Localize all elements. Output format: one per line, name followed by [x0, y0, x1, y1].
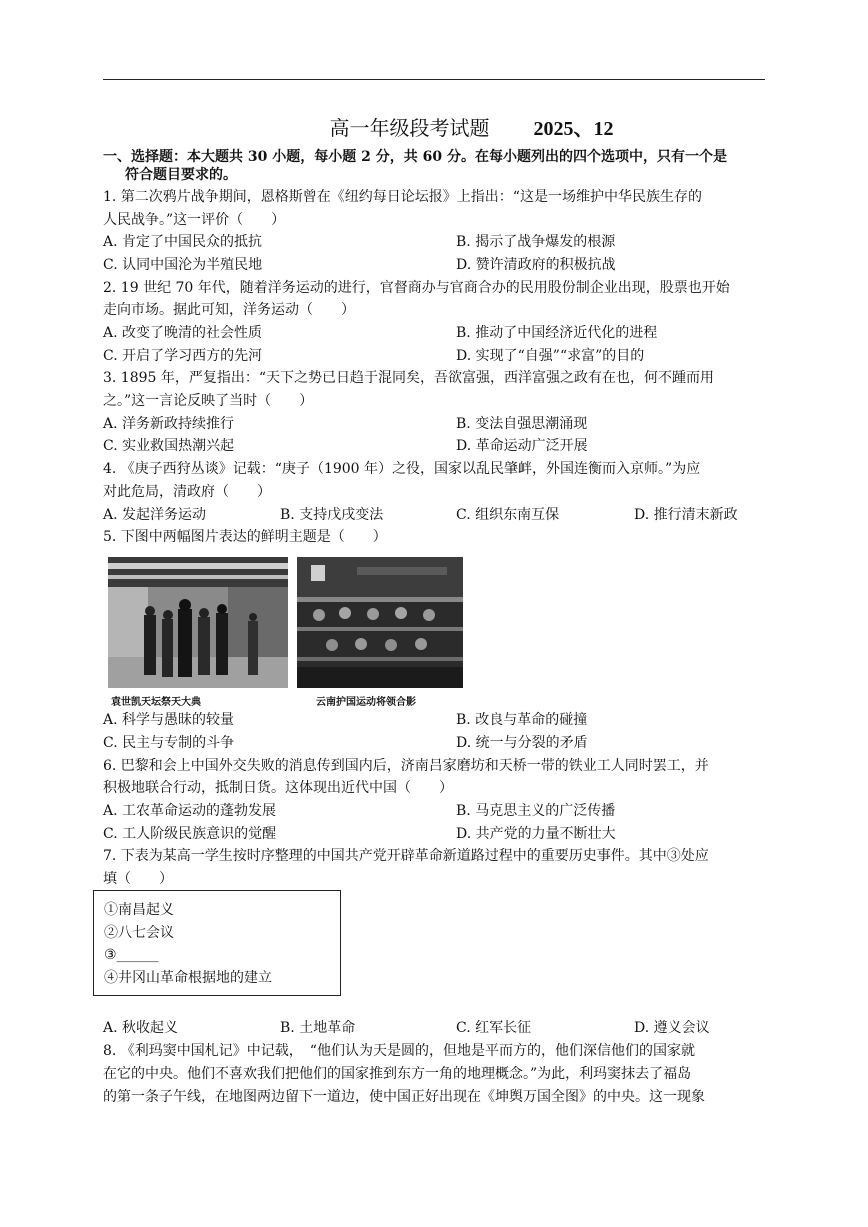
q7-option-b: B. 土地革命	[280, 1020, 356, 1036]
q8-stem-cont-1: 在它的中央。他们不喜欢我们把他们的国家推到东方一角的地理概念。”为此，利玛窦抹去了福岛	[103, 1066, 692, 1082]
q7-option-a: A. 秋收起义	[103, 1020, 179, 1036]
q4-option-c: C. 组织东南互保	[456, 507, 560, 523]
q4-option-a: A. 发起洋务运动	[103, 507, 207, 523]
q4-stem: 4. 《庚子西狩丛谈》记载：“庚子（1900 年）之役，国家以乱民肇衅，外国连衡而入京师。”为应	[103, 461, 701, 477]
q2-option-b: B. 推动了中国经济近代化的进程	[456, 325, 658, 341]
q6-option-d: D. 共产党的力量不断壮大	[456, 826, 616, 842]
q6-option-b: B. 马克思主义的广泛传播	[456, 803, 616, 819]
q7-stem: 7. 下表为某高一学生按时序整理的中国共产党开辟革命新道路过程中的重要历史事件。其中③处应	[103, 848, 709, 864]
q3-option-b: B. 变法自强思潮涌现	[456, 416, 588, 432]
q2-stem: 2. 19 世纪 70 年代，随着洋务运动的进行，官督商办与官商合办的民用股份制企业出现，股票也开始	[103, 280, 730, 296]
q3-option-c: C. 实业救国热潮兴起	[103, 438, 235, 454]
q7-event-4: ④井冈山革命根据地的建立	[104, 970, 272, 986]
q5-option-b: B. 改良与革命的碰撞	[456, 712, 588, 728]
caption-left: 袁世凯天坛祭天大典	[111, 697, 201, 708]
photo-tiantan-ceremony	[108, 557, 288, 688]
q7-option-d: D. 遵义会议	[634, 1020, 710, 1036]
q5-option-d: D. 统一与分裂的矛盾	[456, 735, 588, 751]
q2-option-a: A. 改变了晚清的社会性质	[103, 325, 263, 341]
q2-option-c: C. 开启了学习西方的先河	[103, 348, 263, 364]
photo-huguo-generals-graphic	[297, 557, 463, 688]
q6-option-c: C. 工人阶级民族意识的觉醒	[103, 826, 277, 842]
q1-option-a: A. 肯定了中国民众的抵抗	[103, 234, 263, 250]
q7-stem-cont: 填（ ）	[103, 871, 173, 887]
q2-option-d: D. 实现了“自强”“求富”的目的	[456, 348, 645, 364]
q4-option-d: D. 推行清末新政	[634, 507, 738, 523]
q3-stem-cont: 之。”这一言论反映了当时（ ）	[103, 393, 314, 409]
q7-event-3-blank: ③______	[104, 947, 159, 963]
photo-tiantan-ceremony-graphic	[108, 557, 288, 688]
q6-stem-cont: 积极地联合行动，抵制日货。这体现出近代中国（ ）	[103, 780, 453, 796]
exam-date: 2025、12	[533, 118, 614, 140]
page-title	[0, 112, 868, 141]
photo-huguo-generals	[297, 557, 463, 688]
q7-event-2: ②八七会议	[104, 925, 174, 941]
q1-stem-cont: 人民战争。”这一评价（ ）	[103, 212, 286, 228]
q3-option-d: D. 革命运动广泛开展	[456, 438, 588, 454]
q8-stem: 8. 《利玛窦中国札记》中记载， “他们认为天是圆的，但地是平而方的，他们深信他们的国家就	[103, 1043, 695, 1059]
q5-stem: 5. 下图中两幅图片表达的鲜明主题是（ ）	[103, 529, 387, 545]
q7-event-table	[93, 890, 341, 996]
q3-stem: 3. 1895 年，严复指出：“天下之势已日趋于混同矣，吾欲富强，西洋富强之政有在也，何不踵而用	[103, 370, 715, 386]
q5-option-c: C. 民主与专制的斗争	[103, 735, 235, 751]
q4-stem-cont: 对此危局，清政府（ ）	[103, 484, 271, 500]
caption-right: 云南护国运动将领合影	[316, 697, 416, 708]
q1-stem: 1. 第二次鸦片战争期间，恩格斯曾在《纽约每日论坛报》上指出：“这是一场维护中华民族生存的	[103, 189, 702, 205]
top-rule	[103, 79, 765, 80]
q4-option-b: B. 支持戊戌变法	[280, 507, 384, 523]
exam-title: 高一年级段考试题	[329, 116, 490, 140]
q8-stem-cont-2: 的第一条子午线，在地图两边留下一道边，使中国正好出现在《坤舆万国全图》的中央。这一现象	[103, 1089, 705, 1105]
q1-option-b: B. 揭示了战争爆发的根源	[456, 234, 616, 250]
q1-option-d: D. 赞许清政府的积极抗战	[456, 257, 616, 273]
q3-option-a: A. 洋务新政持续推行	[103, 416, 235, 432]
q6-option-a: A. 工农革命运动的蓬勃发展	[103, 803, 277, 819]
q5-option-a: A. 科学与愚昧的较量	[103, 712, 235, 728]
q6-stem: 6. 巴黎和会上中国外交失败的消息传到国内后，济南吕家磨坊和天桥一带的铁业工人同时罢工，并	[103, 758, 709, 774]
q7-event-1: ①南昌起义	[104, 902, 174, 918]
section-heading-cont: 符合题目要求的。	[125, 167, 237, 183]
q2-stem-cont: 走向市场。据此可知，洋务运动（ ）	[103, 302, 355, 318]
section-heading: 一、选择题：本大题共 30 小题，每小题 2 分，共 60 分。在每小题列出的四个选项中，只有一个是	[103, 149, 727, 165]
q7-option-c: C. 红军长征	[456, 1020, 532, 1036]
q1-option-c: C. 认同中国沦为半殖民地	[103, 257, 263, 273]
